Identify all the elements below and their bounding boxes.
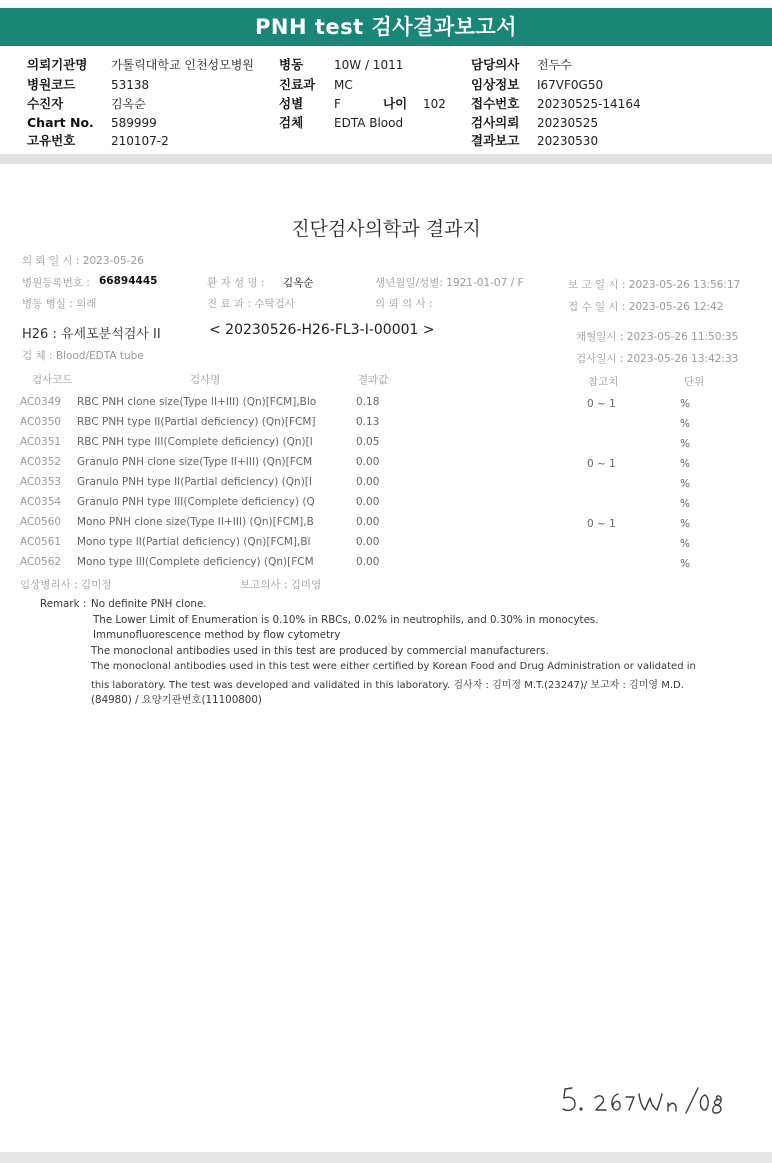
row-unit: % <box>680 538 690 550</box>
dept-label: 진료과 <box>279 77 316 92</box>
patient-value: 김옥순 <box>111 97 146 111</box>
sex-value: F <box>334 97 341 111</box>
row-reference: 0 ~ 1 <box>587 518 616 530</box>
row-result: 0.00 <box>356 536 380 548</box>
remark-line: No definite PNH clone. <box>91 598 207 610</box>
row-code: AC0349 <box>20 396 62 408</box>
requesting-doctor: 의 뢰 의 사 : <box>375 298 433 310</box>
institution-value: 가톨릭대학교 인천성모병원 <box>111 58 254 72</box>
row-result: 0.05 <box>356 436 380 448</box>
row-unit: % <box>680 498 690 510</box>
reporting-doctor: 보고의사 : 김미영 <box>240 579 322 591</box>
remark-line: The monoclonal antibodies used in this test are produced by commercial manufacturers. <box>91 645 549 657</box>
row-unit: % <box>680 418 690 430</box>
col-header-unit: 단위 <box>684 376 705 388</box>
row-unit: % <box>680 478 690 490</box>
doctor-label: 담당의사 <box>471 57 520 72</box>
unique-value: 210107-2 <box>111 134 169 148</box>
chart-label: Chart No. <box>27 115 94 130</box>
report-label: 결과보고 <box>471 133 520 148</box>
bottom-bar <box>0 1152 772 1163</box>
request-date: 의 뢰 일 시 : 2023-05-26 <box>22 255 144 267</box>
row-test-name: RBC PNH type III(Complete deficiency) (Qn)[I <box>77 436 313 448</box>
row-code: AC0354 <box>20 496 62 508</box>
reg-no-value: 66894445 <box>99 275 158 287</box>
row-test-name: RBC PNH type II(Partial deficiency) (Qn)[FCM] <box>77 416 316 428</box>
row-unit: % <box>680 458 690 470</box>
col-header-result: 결과값 <box>358 374 389 386</box>
col-header-code: 검사코드 <box>32 374 73 386</box>
remark-line: The monoclonal antibodies used in this test were either certified by Korean Food and Drug Administration or validated in <box>91 661 696 672</box>
row-unit: % <box>680 438 690 450</box>
row-unit: % <box>680 518 690 530</box>
dept-line: 진 료 과 : 수탁검사 <box>207 298 295 310</box>
row-test-name: Granulo PNH type II(Partial deficiency) (Qn)[I <box>77 476 312 488</box>
doctor-value: 전두수 <box>537 58 572 72</box>
row-code: AC0352 <box>20 456 62 468</box>
sex-label: 성별 <box>279 96 304 111</box>
row-unit: % <box>680 558 690 570</box>
hospital-code-value: 53138 <box>111 78 150 92</box>
report-time: 보 고 일 시 : 2023-05-26 13:56:17 <box>568 279 741 291</box>
chart-value: 589999 <box>111 116 157 130</box>
handwritten-signature <box>560 1083 730 1133</box>
ward-room: 병동 병실 : 외래 <box>22 298 97 310</box>
row-result: 0.00 <box>356 516 380 528</box>
row-result: 0.18 <box>356 396 380 408</box>
age-label: 나이 <box>383 96 408 111</box>
request-value: 20230525 <box>537 116 599 130</box>
request-label: 검사의뢰 <box>471 115 520 130</box>
row-test-name: Mono PNH clone size(Type II+III) (Qn)[FCM],B <box>77 516 314 528</box>
clinical-value: I67VF0G50 <box>537 78 604 92</box>
receipt-value: 20230525-14164 <box>537 97 641 111</box>
report-value: 20230530 <box>537 134 599 148</box>
row-code: AC0560 <box>20 516 62 528</box>
accession-number: < 20230526-H26-FL3-I-00001 > <box>209 322 435 338</box>
scanned-report-page <box>6 168 766 1148</box>
reg-no-label: 병원등록번호 : <box>22 277 90 289</box>
row-reference: 0 ~ 1 <box>587 458 616 470</box>
age-value: 102 <box>423 97 446 111</box>
remark-line: Immunofluorescence method by flow cytometry <box>93 629 341 641</box>
row-test-name: Granulo PNH clone size(Type II+III) (Qn)[FCM <box>77 456 313 468</box>
divider <box>0 154 772 164</box>
remark-line: (84980) / 요양기관번호(11100800) <box>91 694 262 706</box>
unique-label: 고유번호 <box>27 133 76 148</box>
clinical-label: 임상정보 <box>471 77 520 92</box>
row-test-name: RBC PNH clone size(Type II+III) (Qn)[FCM],Blo <box>77 396 317 408</box>
row-code: AC0353 <box>20 476 62 488</box>
pathologist: 임상병리사 : 김미정 <box>20 579 112 591</box>
row-result: 0.13 <box>356 416 380 428</box>
receipt-label: 접수번호 <box>471 96 520 111</box>
specimen-type: 검 체 : Blood/EDTA tube <box>22 350 144 362</box>
receipt-time: 접 수 일 시 : 2023-05-26 12:42 <box>568 301 724 313</box>
row-code: AC0350 <box>20 416 62 428</box>
lab-report-title: 진단검사의학과 결과지 <box>291 218 481 240</box>
remark-line: The Lower Limit of Enumeration is 0.10% in RBCs, 0.02% in neutrophils, and 0.30% in monocytes. <box>93 614 599 626</box>
ward-value: 10W / 1011 <box>334 58 404 72</box>
row-code: AC0562 <box>20 556 62 568</box>
col-header-name: 검사명 <box>190 374 221 386</box>
row-result: 0.00 <box>356 496 380 508</box>
row-result: 0.00 <box>356 556 380 568</box>
row-code: AC0561 <box>20 536 62 548</box>
collection-time: 채혈일시 : 2023-05-26 11:50:35 <box>576 331 739 343</box>
row-reference: 0 ~ 1 <box>587 398 616 410</box>
row-code: AC0351 <box>20 436 62 448</box>
hospital-code-label: 병원코드 <box>27 77 76 92</box>
row-unit: % <box>680 398 690 410</box>
row-test-name: Mono type III(Complete deficiency) (Qn)[FCM <box>77 556 314 568</box>
remark-line: this laboratory. The test was developed and validated in this laboratory. 검사자 : 김미정 M.T.(23247)/ 보고자 : 김미영 M.D. <box>91 680 684 691</box>
specimen-label: 검체 <box>279 115 304 130</box>
dept-value: MC <box>334 78 353 92</box>
patient-name-value: 김옥순 <box>283 277 314 289</box>
patient-label: 수진자 <box>27 96 64 111</box>
row-result: 0.00 <box>356 476 380 488</box>
patient-name-label: 환 자 성 명 : <box>207 277 265 289</box>
institution-label: 의뢰기관명 <box>27 57 88 72</box>
specimen-value: EDTA Blood <box>334 116 404 130</box>
row-test-name: Mono type II(Partial deficiency) (Qn)[FCM],Bl <box>77 536 311 548</box>
birth-sex: 생년월일/성별: 1921-01-07 / F <box>375 277 524 289</box>
row-result: 0.00 <box>356 456 380 468</box>
remark-label: Remark : <box>40 598 87 610</box>
test-time: 검사일시 : 2023-05-26 13:42:33 <box>576 353 739 365</box>
test-section: H26 : 유세포분석검사 II <box>22 327 161 342</box>
col-header-ref: 참고치 <box>588 376 619 388</box>
ward-label: 병동 <box>279 57 304 72</box>
report-title: PNH test 검사결과보고서 <box>0 8 772 46</box>
row-test-name: Granulo PNH type III(Complete deficiency) (Q <box>77 496 315 508</box>
